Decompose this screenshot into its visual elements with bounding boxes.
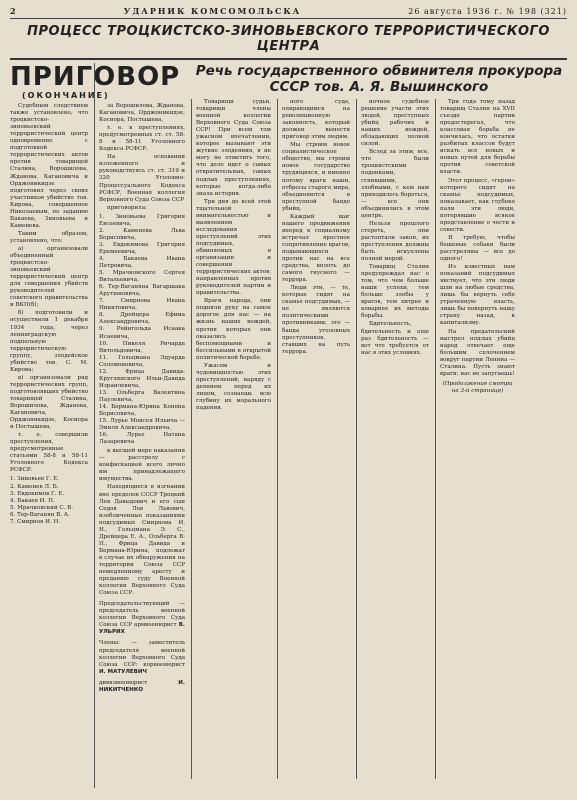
speech-paragraph: Каждый шаг нашего продвижения вперед к социализму встречал яростное сопротивление врагов, подымающихся против нас на все средства, вплоть до самого гнусного — террора. bbox=[282, 213, 350, 284]
sentenced-name: 1. Зиновьева Григория Евсеевича, bbox=[99, 213, 185, 227]
sentenced-name: 8. Дрейцера Ефима Александровича, bbox=[99, 312, 185, 326]
signature-role: Председательствующий — председатель военной коллегии Верховного Суда Союза ССР армвоенюрист bbox=[99, 601, 185, 629]
signature bbox=[99, 640, 185, 675]
sentenced-name: 15. Лурье Моисея Ильича — Эмиля Александровича, bbox=[99, 418, 185, 432]
speech-paragraph: Товарищи судьи, товарищи члены военной коллегии Верховного Суда Союза ССР! При всем том ужасном впечатлении, которое вызывают эти жуткие злодеяния, я не могу не отметить того, что дело идет о самых отвратительных, самых подлых преступлениях, которые когда-либо знала история. bbox=[196, 99, 271, 197]
speech-paragraph: Я требую, чтобы бешеные собаки были расстреляны — все до одного! bbox=[440, 234, 515, 263]
defendant-name: 4. Бакаев И. П. bbox=[10, 497, 55, 504]
signature-name: И. НИКИТЧЕНКО bbox=[99, 679, 185, 693]
speech-column-4 bbox=[435, 99, 515, 779]
speech-paragraph: Нельзя прошлого стереть, они растоптали закон, их преступления должны быть искуплены полной мерой. bbox=[361, 220, 429, 263]
speech-columns bbox=[191, 99, 567, 779]
speech-column-2 bbox=[277, 99, 350, 779]
speech-paragraph: ного суда, опирающимся на революционную законность, который должен вынести приговор этим людям. bbox=[282, 99, 350, 141]
process-headline: ПРОЦЕСС ТРОЦКИСТСКО-ЗИНОВЬЕВСКОГО ТЕРРОРИСТИЧЕСКОГО ЦЕНТРА bbox=[27, 24, 550, 54]
signatures bbox=[99, 601, 185, 694]
signature-name: И. МАТУЛЕВИЧ bbox=[99, 668, 147, 675]
sentenced-name: 16. Лурье Натана Лазаревича bbox=[99, 432, 185, 446]
sentenced-list bbox=[99, 214, 185, 447]
sentenced-name: 13. Ольберга Валентина Паулевича, bbox=[99, 389, 185, 403]
verdict-column-2 bbox=[94, 63, 185, 788]
speech-title: Речь государственного обвинителя прокурора СССР тов. А. Я. Вышинского bbox=[195, 63, 563, 95]
article-columns bbox=[10, 63, 567, 788]
speech-paragraph: На предательский выстрел подлых убийц народ отвечает еще большим сплочением вокруг партии Ленина — Сталина. Пусть знают враги: нас не запугаешь! bbox=[440, 328, 515, 377]
signature bbox=[99, 601, 185, 636]
speech-block bbox=[191, 63, 567, 788]
sentenced-name: 12. Фрица Давида-Круглянского Ильи-Давида Израилевича, bbox=[99, 368, 185, 389]
verdict-paragraph: т. е. в преступлениях, предусмотренных ст. ст. 58-8 и 58-11 Уголовного Кодекса РСФСР. bbox=[99, 125, 185, 153]
sentenced-name: 10. Пикеля Ричарда Витольдовича, bbox=[99, 340, 185, 354]
defendant-name: 2. Каменев Л. Б. bbox=[10, 483, 59, 490]
speech-paragraph: Из известных нам показаний подсудимых явствует, что эти люди шли на любые средства, лишь бы вернуть себе утраченную власть, лишь бы повернуть нашу страну назад, к капитализму. bbox=[440, 264, 515, 327]
speech-paragraph: Мы строим новое социалистическое общество, мы строим новое государство трудящихся, и именно потому враги наши, отбросы старого мира, объединяются в преступной банде убийц. bbox=[282, 142, 350, 212]
sentenced-name: 9. Рейнгольда Исаака Исаевича, bbox=[99, 326, 185, 340]
issue-date: 26 августа 1936 г. № 198 (321) bbox=[408, 7, 567, 16]
speech-paragraph: Враги народа, они подняли руку на самое дорогое для нас — на жизнь наших вождей, против которых они оказались беспомощными и бессильными в открытой политической борьбе. bbox=[196, 298, 271, 361]
verdict-title: ПРИГОВОР bbox=[10, 62, 181, 92]
verdict-paragraph: Судебным следствием также установлено, что троцкистско-зиновьевский террористический центр одновременно с подготовкой террористических актов против товарищей Сталина, Ворошилова, Жданова, Кагановича и Орджоникидзе подготовил через своих участников убийство тов. Кирова, совершенное Николаевым, по заданию Бакаева, Зиновьева и Каменева. bbox=[10, 103, 88, 229]
sentenced-name: 11. Гольцмана Эдуарда Соломоновича, bbox=[99, 354, 185, 368]
speech-column-3 bbox=[356, 99, 429, 779]
sentenced-name: 7. Смирнова Ивана Никитовича, bbox=[99, 298, 185, 312]
signature-name: В. УЛЬРИХ bbox=[99, 622, 185, 636]
sentenced-name: 2. Каменева Льва Борисовича, bbox=[99, 227, 185, 241]
sentence-text: к высшей мере наказания — расстрелу с конфискацией всего лично им принадлежащего имущества. bbox=[99, 448, 185, 483]
speech-paragraph: Товарищ Сталин предупреждал нас о том, что чем больше наши успехи, тем больше злобы у врагов, тем хитрее и коварнее их методы борьбы. bbox=[361, 264, 429, 320]
verdict-paragraph: а) организовали объединенный троцкистско-зиновьевский террористический центр для совершения убийств руководителей советского правительства и ВКП(б); bbox=[10, 245, 88, 309]
verdict-paragraph: приговорила: bbox=[107, 204, 147, 211]
verdict-body bbox=[10, 103, 88, 474]
speech-paragraph: Три дня до всей этой тщательной внимательностью и выявлением исследования преступлений этих подсудимых, обвиняемых в организации и совершении террористических актов, направленных против руководителей партии и правительства. bbox=[196, 198, 271, 297]
sentenced-name: 14. Бермана-Юрина Конона Борисовича, bbox=[99, 403, 185, 418]
speech-paragraph: Люди эти, — те, которые сидят на скамье подсудимых, — не являются политическими противниками; это — банда уголовных преступников, ставших на путь террора. bbox=[282, 285, 350, 355]
verdict-paragraph: б) подготовили и осуществили 1 декабря 1934 года, через ленинградскую подпольную террористическую группу, злодейское убийство тов. С. М. Кирова; bbox=[10, 310, 88, 373]
defendant-name: 6. Тер-Ваганян В. А. bbox=[10, 511, 70, 518]
newspaper-name: УДАРНИК КОМСОМОЛЬСКА bbox=[123, 6, 302, 16]
signature-role: Члены: — заместитель председателя военной коллегии Верховного Суда Союза ССР: корвоенюрист bbox=[99, 640, 185, 668]
sentenced-name: 6. Тер-Ваганяна Вагаршака Арутюновича, bbox=[99, 284, 185, 298]
defendant-name: 3. Евдокимов Г. Е. bbox=[10, 490, 65, 497]
verdict-paragraph: Таким образом, установлено, что: bbox=[10, 230, 88, 244]
verdict-subtitle: (ОКОНЧАНИЕ) bbox=[22, 91, 110, 100]
speech-column-1 bbox=[191, 99, 271, 779]
signature bbox=[99, 680, 185, 694]
sentenced-name: 5. Мрачковского Сергея Витальевича, bbox=[99, 270, 185, 284]
sentenced-name: 3. Евдокимова Григория Еремеевича, bbox=[99, 241, 185, 255]
speech-paragraph: Бдительность, бдительность и еще раз бдительность — вот что требуется от нас в этих условиях. bbox=[361, 321, 429, 356]
speech-paragraph: Ужасом и чудовищностью этих преступлений, наряду с деянием перед их лицом, сознаешь всю глубину их морального падения. bbox=[196, 362, 271, 412]
verdict-paragraph: в) организовали ряд террористических групп, подготовлявших убийство товарищей Сталина, Ворошилова, Жданова, Кагановича, Орджоникидзе, Косиора и Постышева, bbox=[10, 374, 88, 431]
masthead bbox=[10, 6, 567, 19]
verdict-paragraph: за Ворошилова, Жданова, Кагановича, Орджоникидзе, Косиора, Постышева, bbox=[99, 103, 185, 124]
defendant-name: 5. Мрачковский С. В. bbox=[10, 504, 74, 511]
speech-paragraph: Три года тому назад товарищ Сталин на XVII съезде партии предостерегал, что классовая борьба не кончилась, что остатки разбитых классов будут искать все новых и новых путей для борьбы против советской власти. bbox=[440, 99, 515, 176]
defendants-list bbox=[10, 476, 88, 525]
page-number: 2 bbox=[10, 6, 17, 16]
continued-note: (Продолжение смотри на 3-й странице) bbox=[442, 380, 513, 394]
verdict-body-2 bbox=[99, 103, 185, 212]
speech-paragraph: Этот процесс, «герои» которого сидят на скамье подсудимых, показывает, как глубоко пали эти люди, потерявшие всякое представление о чести и совести. bbox=[440, 177, 515, 233]
speech-column-4-body bbox=[440, 99, 515, 378]
defendant-name: 7. Смирнов И. Н. bbox=[10, 518, 61, 525]
speech-paragraph: ночное судебное решение участи этих людей, преступных убийц рабочих и наших вождей, обладающих полной силой. bbox=[361, 99, 429, 148]
divider bbox=[10, 58, 567, 60]
speech-paragraph: Вслед за этим, все, что были троцкистскими подонками, сгнившими, злобными, с кем нам приходилось бороться, — все они объединились в этом центре. bbox=[361, 149, 429, 219]
trotsky-paragraph: Находящиеся в изгнании вне пределов СССР Троцкий Лев Давыдович и его сын Седов Лев Львович, изобличенные показаниями подсудимых Смирнова И. Н., Гольцмана Э. С., Дрейцера Е. А., Ольберга В. П., Фрица Давида и Бермана-Юрина, подлежат в случае их обнаружения на территории Союза ССР немедленному аресту и преданию суду Военной коллегии Верховного Суда Союза ССР. bbox=[99, 484, 185, 597]
signature-role: дивизвоенюрист bbox=[99, 679, 179, 686]
defendant-name: 1. Зиновьев Г. Е. bbox=[10, 476, 59, 483]
sentenced-name: 4. Бакаева Ивана Петровича, bbox=[99, 255, 185, 270]
verdict-paragraph: т. е. совершили преступления, предусмотренные статьями 58-8 и 58-11 Уголовного Кодекса РСФСР. bbox=[10, 432, 88, 474]
verdict-paragraph: На основании изложенного и руководствуясь ст. ст. 319 и 320 Уголовно-Процессуального Кодекса РСФСР, Военная коллегия Верховного Суда Союза ССР bbox=[99, 154, 185, 203]
